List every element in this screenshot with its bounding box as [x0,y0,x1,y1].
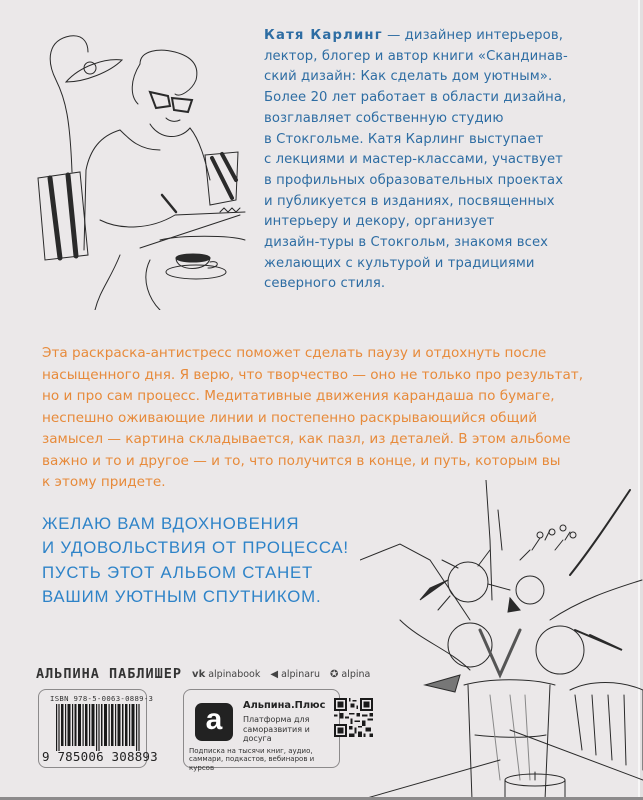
social-handle: alpina [341,668,371,680]
bio-line: интерьеру и декору, организует [264,214,495,230]
alpina-plus-title: Альпина.Плюс [243,700,326,711]
barcode-icon [56,704,140,751]
social-telegram[interactable] [270,669,320,680]
blurb-line: к этому придете. [42,474,166,490]
bio-line: ский дизайн: Как сделать дом уютным». [264,69,553,85]
blurb-line: важно и то и другое — и то, что получится в конце, и путь, которым вы [42,452,561,469]
bio-line: Более 20 лет работает в области дизайна, [264,90,567,106]
blurb-line: неспешно оживающие линии и постепенно раскрывающийся общий [42,409,538,426]
author-name: Катя Карлинг [264,28,383,43]
telegram-icon: ◀ [270,668,279,680]
social-ok[interactable] [330,669,370,680]
alpina-plus-description: Подписка на тысячи книг, аудио, саммари, подкастов, вебинаров и курсов [189,747,315,772]
vk-icon: vk [192,668,206,680]
wish-line: ЖЕЛАЮ ВАМ ВДОХНОВЕНИЯ [42,514,300,533]
author-sketch-illustration [0,0,250,310]
isbn-barcode-box [38,689,158,768]
alpina-plus-subtitle: Платформа для саморазвития и досуга [243,715,310,743]
bio-line: желающих с культурой и традициями [264,255,535,271]
publisher-logo: АЛЬПИНА ПАБЛИШЕР [36,666,183,682]
alpina-plus-promo [183,689,340,772]
qr-code-icon[interactable] [334,698,373,737]
book-blurb [42,343,602,494]
social-vk[interactable] [192,669,260,680]
bio-line: в профильных образовательных проектах [264,172,564,188]
alpina-plus-logo-icon: a [195,703,233,741]
bio-line: с лекциями и мастер-классами, участвует [264,152,563,168]
bio-line: возглавляет собственную студию [264,110,504,126]
bio-line: северного стиля. [264,276,386,292]
social-handle: alpinabook [208,668,261,680]
ok-icon: ✪ [329,668,339,680]
blurb-line: насыщенного дня. Я верю, что творчество — оно не только про результат, [42,366,584,383]
author-bio [264,26,624,295]
wish-line: ВАШИМ УЮТНЫМ СПУТНИКОМ. [42,586,322,606]
bio-line: дизайн-туры в Стокгольм, знакомя всех [264,235,549,251]
bio-line: — дизайнер интерьеров, [382,28,563,43]
bio-line: в Стокгольме. Катя Карлинг выступает [264,131,544,147]
wish-line: ПУСТЬ ЭТОТ АЛЬБОМ СТАНЕТ [42,562,314,582]
bio-line: лектор, блогер и автор книги «Скандинав- [264,48,568,64]
publisher-row [36,664,380,684]
blurb-line: замысел — картина складывается, как пазл, из деталей. В этом альбоме [42,431,571,447]
isbn-label: ISBN 978-5-0063-0889-3 [50,694,154,703]
flower-vase-illustration [360,480,643,800]
blurb-line: но и про сам процесс. Медитативные движения карандаша по бумаге, [42,388,555,404]
blurb-line: Эта раскраска-антистресс поможет сделать паузу и отдохнуть после [42,345,547,361]
social-handle: alpinaru [281,668,320,680]
wish-line: И УДОВОЛЬСТВИЯ ОТ ПРОЦЕССА! [42,538,349,558]
barcode-number: 9 785006 308893 [42,749,158,764]
wish-message [42,512,349,609]
bio-line: и публикуется в изданиях, посвященных [264,193,555,209]
